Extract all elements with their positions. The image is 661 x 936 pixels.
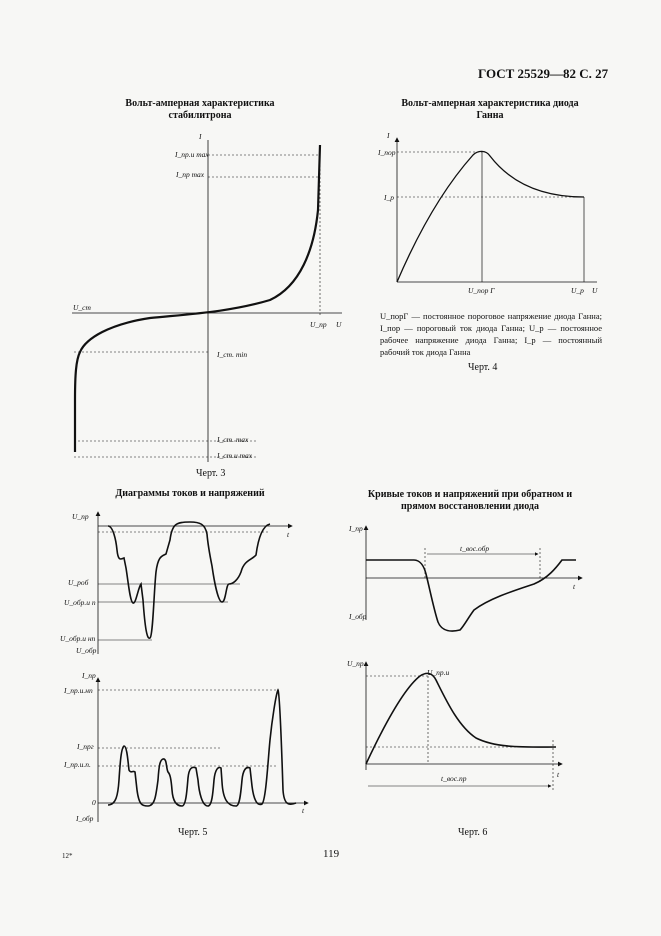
c6-t1-label: t [573, 582, 576, 591]
c5-ipr-i-np-label: I_пр.и.нп [64, 686, 93, 695]
chart6-title: Кривые токов и напряжений при обратном и прямом восстановлении диода [367, 489, 573, 512]
c5-voltage-curve [108, 522, 270, 638]
chart4-legend: U_порГ — постоянное пороговое напряжение диода Ганна; I_пор — пороговый ток диода Ганна; U_р — постоянное рабочее напряжение диода Ганна; I_р — постоянный рабочий ток диода Ганна [380, 311, 602, 357]
c3-ist-max-label: I_ст. max [217, 435, 249, 444]
chart5-title: Диаграммы токов и напряжений [115, 488, 265, 499]
chart6-lower-figure [366, 662, 562, 790]
c3-u-axis-label: U [336, 320, 342, 329]
c3-ipr-u-max-label: I_пр.и max [175, 150, 209, 159]
chart3-title: Вольт-амперная характеристика стабилитрона [125, 98, 275, 121]
c5-uobr-i-np-label: U_обр.и нп [60, 634, 96, 643]
c6-t2-label: t [557, 770, 560, 779]
c3-ust-label: U_ст [73, 303, 91, 312]
c5-zero-label: 0 [92, 798, 96, 807]
chart5-caption: Черт. 5 [178, 827, 208, 838]
chart6-caption: Черт. 6 [458, 827, 488, 838]
c3-ist-u-max-label: I_ст.и max [217, 451, 253, 460]
c6-tvos-pr-label: t_вос.пр [441, 774, 467, 783]
c5-urob-label: U_роб [68, 578, 89, 587]
c4-ir-label: I_р [384, 193, 394, 202]
c4-ur-label: U_р [571, 286, 584, 295]
c4-ipor-label: I_пор [378, 148, 396, 157]
c6-voltage-curve [366, 673, 556, 764]
sheet-mark: 12* [62, 852, 73, 860]
chart3-figure [72, 140, 342, 462]
c4-uporg-label: U_пор Г [468, 286, 495, 295]
c6-upr-i-label: U_пр.и [427, 668, 450, 677]
c5-iobr-label: I_обр [76, 814, 94, 823]
chart4-figure [397, 138, 597, 282]
c3-ist-min-label: I_ст. min [217, 350, 248, 359]
standard-header: ГОСТ 25529—82 С. 27 [478, 66, 609, 81]
chart3-caption: Черт. 3 [196, 468, 226, 479]
c3-ipr-max-label: I_пр max [176, 170, 205, 179]
chart5-upper-figure [98, 512, 292, 654]
c6-upr-label: U_пр [347, 659, 364, 668]
c4-y-axis-label: I [387, 131, 390, 140]
c5-upr-label: U_пр [72, 512, 89, 521]
chart4-title: Вольт-амперная характеристика диода Ганна [401, 98, 579, 121]
c4-vac-curve [397, 151, 584, 282]
chart4-caption: Черт. 4 [468, 362, 498, 373]
c5-ipr-i-p-label: I_пр.и.п. [64, 760, 91, 769]
c6-tvos-obr-label: t_вос.обр [460, 544, 490, 553]
c6-ipr-label: I_пр [349, 524, 363, 533]
c5-t1-label: t [287, 530, 290, 539]
chart6-upper-figure [366, 526, 582, 631]
c3-vac-curve [75, 145, 320, 452]
c6-iobr-label: I_обр [349, 612, 367, 621]
c3-y-axis-label: I [199, 132, 202, 141]
c4-u-axis-label: U [592, 286, 598, 295]
page-number: 119 [323, 848, 340, 860]
c5-ipr-label: I_пр [82, 671, 96, 680]
c6-current-curve [366, 560, 576, 631]
c5-iprg-label: I_прг [77, 742, 94, 751]
chart5-lower-figure [98, 678, 308, 822]
c5-uobr-label: U_обр [76, 646, 97, 655]
c5-uobr-i-p-label: U_обр.и п [64, 598, 96, 607]
c3-upr-label: U_пр [310, 320, 327, 329]
c5-t2-label: t [302, 806, 305, 815]
